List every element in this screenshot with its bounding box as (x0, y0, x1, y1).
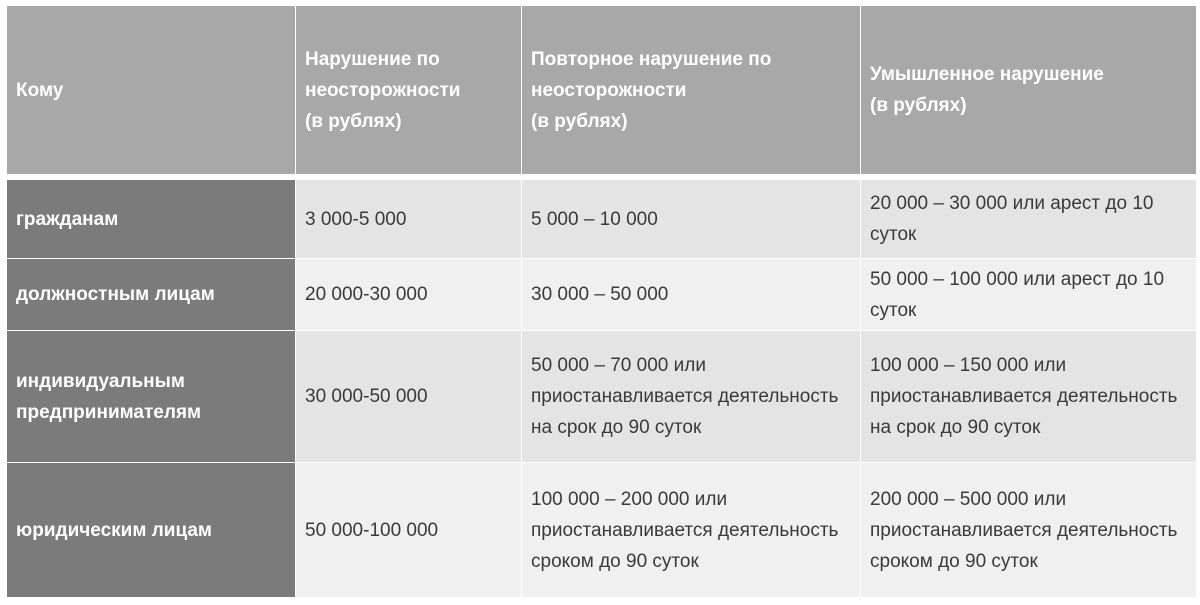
row-label: индивидуальным предпринимателям (7, 331, 296, 463)
header-careless-line3: (в рублях) (305, 110, 402, 132)
header-intentional (861, 6, 1197, 175)
row-label: юридическим лицам (7, 463, 296, 598)
cell-careless: 20 000-30 000 (296, 259, 522, 331)
row-label: должностным лицам (7, 259, 296, 331)
cell-repeated: 50 000 – 70 000 или приостанавливается деятельность на срок до 90 суток (522, 331, 861, 463)
header-repeated-line2: неосторожности (531, 79, 687, 101)
row-label: гражданам (7, 180, 296, 259)
table-row (7, 463, 1197, 598)
header-intentional-line2: (в рублях) (870, 95, 967, 116)
header-careless (296, 6, 522, 175)
cell-intentional: 50 000 – 100 000 или арест до 10 суток (861, 259, 1197, 331)
cell-intentional: 20 000 – 30 000 или арест до 10 суток (861, 180, 1197, 259)
cell-repeated: 30 000 – 50 000 (522, 259, 861, 331)
header-who: Кому (7, 6, 296, 175)
table-row (7, 331, 1197, 463)
cell-careless: 3 000-5 000 (296, 180, 522, 259)
table-header-row (7, 6, 1197, 175)
cell-careless: 50 000-100 000 (296, 463, 522, 598)
header-repeated (522, 6, 861, 175)
table-row (7, 180, 1197, 259)
fines-table (6, 5, 1197, 598)
table-row (7, 259, 1197, 331)
cell-intentional: 100 000 – 150 000 или приостанавливается деятельность на срок до 90 суток (861, 331, 1197, 463)
cell-repeated: 100 000 – 200 000 или приостанавливается деятельность сроком до 90 суток (522, 463, 861, 598)
fines-table-container (6, 5, 1196, 598)
header-intentional-line1: Умышленное нарушение (870, 64, 1104, 85)
header-repeated-line3: (в рублях) (531, 110, 628, 132)
header-careless-line2: неосторожности (305, 79, 461, 101)
cell-intentional: 200 000 – 500 000 или приостанавливается деятельность сроком до 90 суток (861, 463, 1197, 598)
header-careless-line1: Нарушение по (305, 48, 440, 70)
cell-careless: 30 000-50 000 (296, 331, 522, 463)
cell-repeated: 5 000 – 10 000 (522, 180, 861, 259)
header-repeated-line1: Повторное нарушение по (531, 48, 772, 70)
